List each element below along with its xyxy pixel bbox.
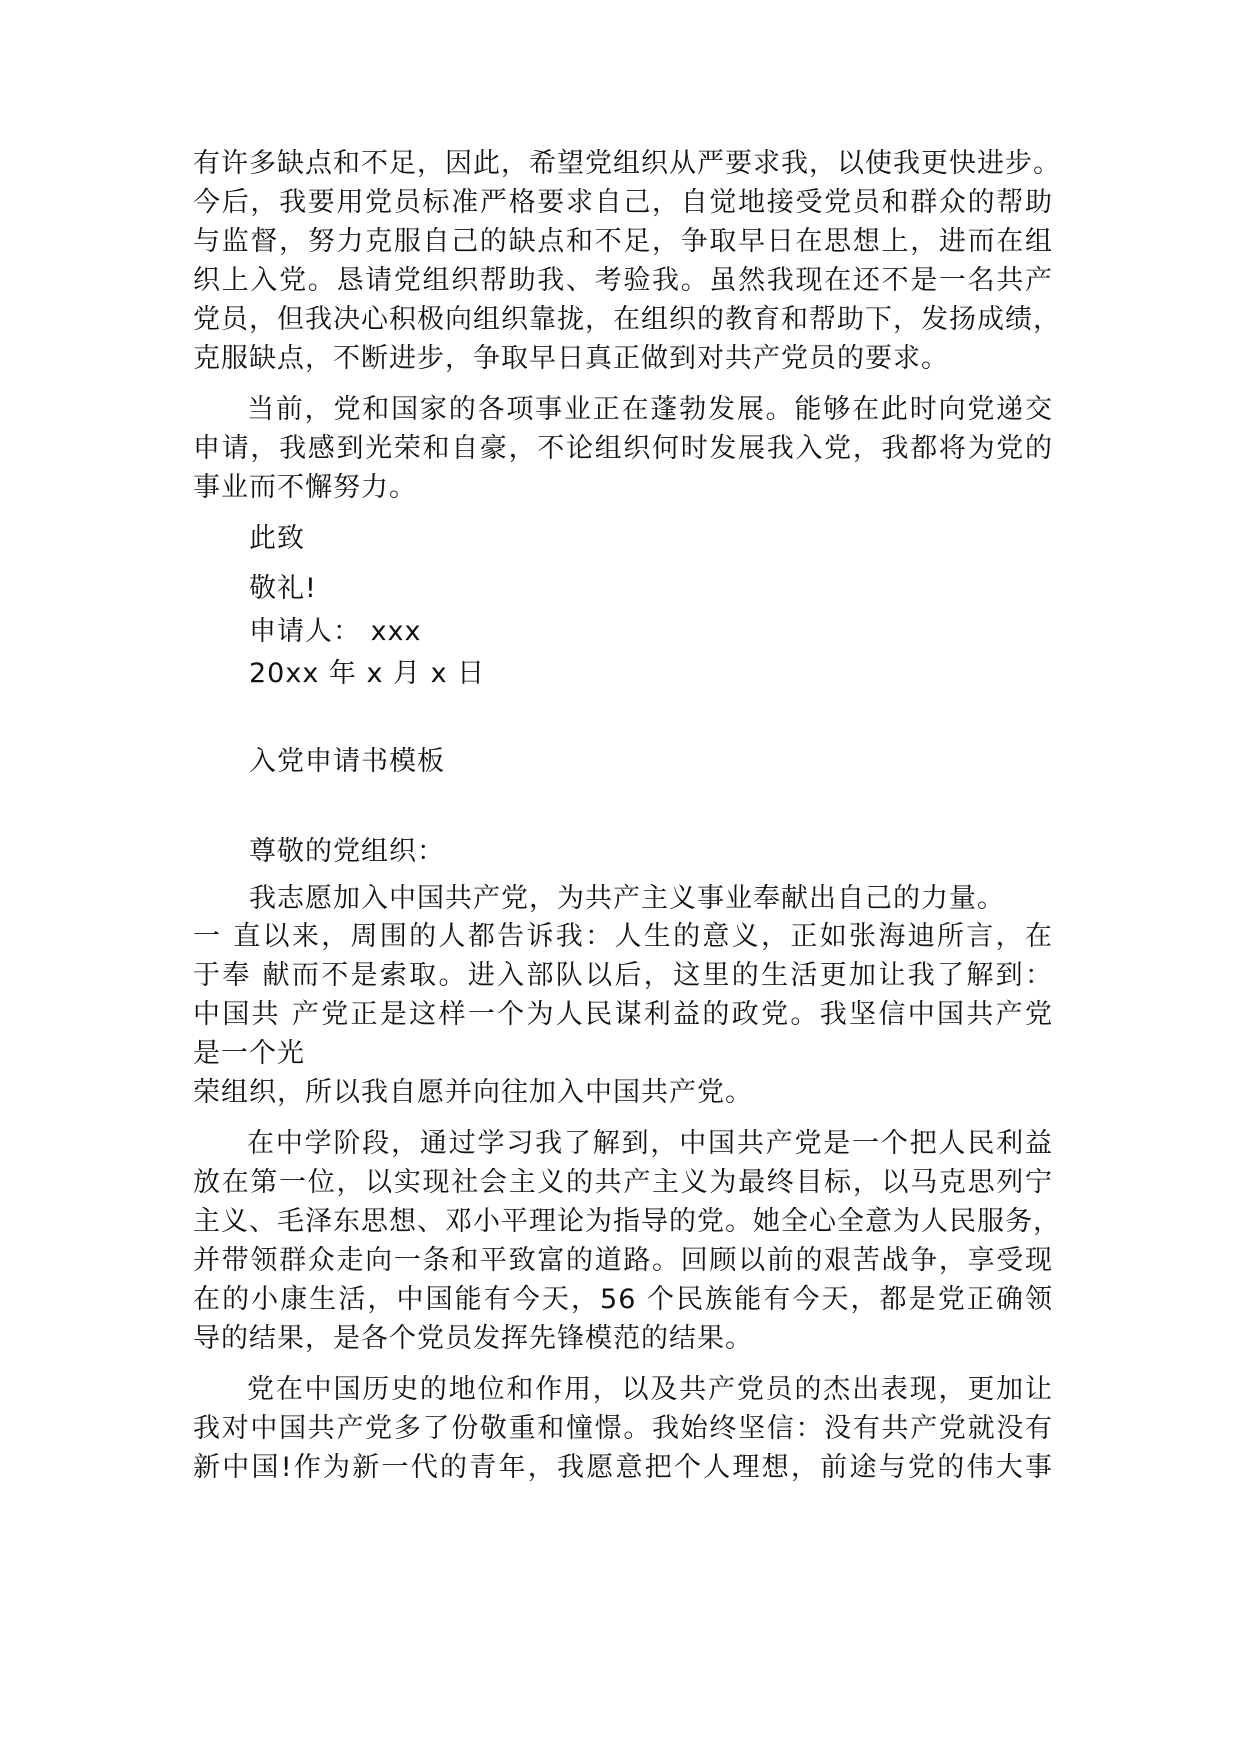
closing-salutation: 此致 — [249, 523, 305, 554]
paragraph-first-line: 当前，党和国家的各项事业正在蓬勃发展。能够在此时向党递交 — [247, 394, 1053, 425]
section-title: 入党申请书模板 — [249, 746, 445, 777]
text-line: 织上入党。恳请党组织帮助我、考验我。虽然我现在还不是一名共产 — [193, 265, 1053, 296]
text-line: 一 直以来，周围的人都告诉我：人生的意义，正如张海迪所言，在 — [193, 921, 1053, 952]
text-line: 与监督，努力克服自己的缺点和不足，争取早日在思想上，进而在组 — [193, 226, 1053, 257]
text-line: 新中国!作为新一代的青年，我愿意把个人理想，前途与党的伟大事 — [193, 1452, 1053, 1483]
text-line: 荣组织，所以我自愿并向往加入中国共产党。 — [193, 1077, 753, 1108]
text-line: 在的小康生活，中国能有今天，56 个民族能有今天，都是党正确领 — [193, 1284, 1053, 1315]
text-line: 申请，我感到光荣和自豪，不论组织何时发展我入党，我都将为党的 — [193, 433, 1053, 464]
text-line: 导的结果，是各个党员发挥先锋模范的结果。 — [193, 1323, 753, 1354]
text-line: 中国共 产党正是这样一个为人民谋利益的政党。我坚信中国共产党 — [193, 999, 1053, 1030]
text-line: 我对中国共产党多了份敬重和憧憬。我始终坚信：没有共产党就没有 — [193, 1413, 1053, 1444]
text-line: 并带领群众走向一条和平致富的道路。回顾以前的艰苦战争，享受现 — [193, 1245, 1053, 1276]
text-line: 是一个光 — [193, 1038, 305, 1069]
signature-date: 20xx 年 x 月 x 日 — [249, 658, 486, 689]
greeting: 尊敬的党组织： — [249, 836, 445, 867]
text-line: 主义、毛泽东思想、邓小平理论为指导的党。她全心全意为人民服务， — [193, 1206, 1061, 1237]
paragraph-first-line: 我志愿加入中国共产党，为共产主义事业奉献出自己的力量。 — [249, 883, 1005, 914]
text-line: 今后，我要用党员标准严格要求自己，自觉地接受党员和群众的帮助 — [193, 187, 1053, 218]
text-line: 克服缺点，不断进步，争取早日真正做到对共产党员的要求。 — [193, 343, 949, 374]
paragraph-first-line: 在中学阶段，通过学习我了解到，中国共产党是一个把人民利益 — [247, 1128, 1053, 1159]
text-line: 党员，但我决心积极向组织靠拢，在组织的教育和帮助下，发扬成绩， — [193, 304, 1061, 335]
text-line: 于奉 献而不是索取。进入部队以后，这里的生活更加让我了解到： — [193, 960, 1053, 991]
text-line: 有许多缺点和不足，因此，希望党组织从严要求我，以使我更快进步。 — [193, 148, 1061, 179]
paragraph-first-line: 党在中国历史的地位和作用，以及共产党员的杰出表现，更加让 — [247, 1374, 1053, 1405]
closing-regards: 敬礼! — [249, 573, 317, 604]
text-line: 事业而不懈努力。 — [193, 472, 417, 503]
text-line: 放在第一位，以实现社会主义的共产主义为最终目标，以马克思列宁 — [193, 1167, 1053, 1198]
applicant-signature: 申请人： xxx — [249, 616, 422, 647]
